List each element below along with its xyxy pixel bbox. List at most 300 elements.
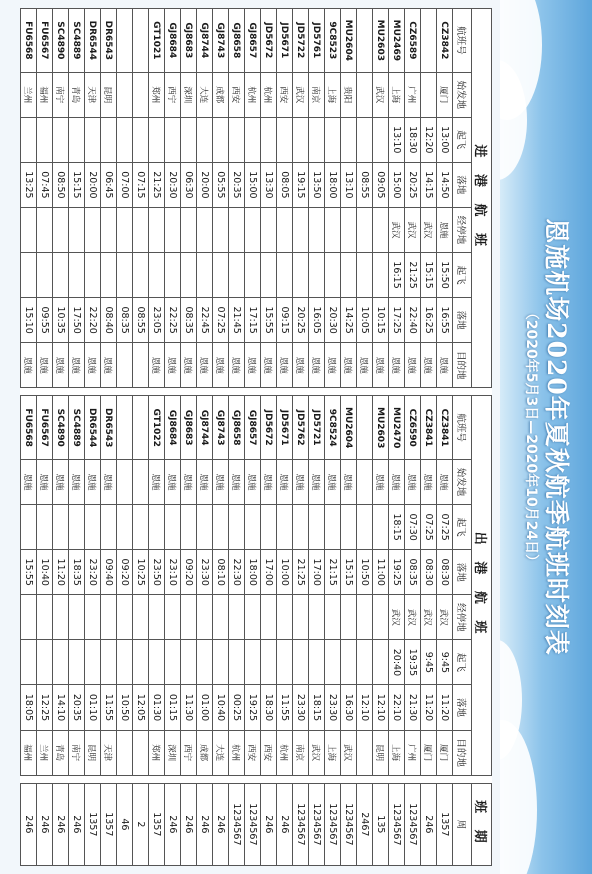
arrival-cell: 大连 bbox=[197, 72, 213, 117]
departure-cell: 01:15 bbox=[165, 685, 181, 730]
arrival-cell bbox=[53, 117, 69, 162]
table-row bbox=[293, 9, 309, 866]
departure-cell: 12:10 bbox=[357, 685, 373, 730]
arrival-cell: 杭州 bbox=[245, 72, 261, 117]
departure-cell bbox=[85, 505, 101, 550]
departure-cell bbox=[373, 505, 389, 550]
departure-cell bbox=[21, 505, 37, 550]
arrival-cell: 西宁 bbox=[165, 72, 181, 117]
arrival-cell: 22:45 bbox=[197, 298, 213, 343]
arrival-cell bbox=[309, 207, 325, 252]
departure-cell bbox=[261, 505, 277, 550]
arrival-cell bbox=[69, 253, 85, 298]
arrival-flight-number: JD5672 bbox=[261, 9, 277, 73]
arrival-cell: 13:50 bbox=[309, 162, 325, 207]
arrival-cell bbox=[181, 253, 197, 298]
days-of-week-cell: 246 bbox=[261, 783, 277, 865]
departure-cell: 22:10 bbox=[389, 685, 405, 730]
arrival-flight-number: JD5761 bbox=[309, 9, 325, 73]
departure-cell bbox=[85, 595, 101, 640]
departure-cell bbox=[309, 640, 325, 685]
arrival-cell: 恩施 bbox=[405, 343, 421, 388]
arrival-cell: 武汉 bbox=[421, 207, 437, 252]
departure-cell bbox=[229, 595, 245, 640]
arrival-cell: 10:05 bbox=[357, 298, 373, 343]
arrival-cell bbox=[85, 207, 101, 252]
arrival-flight-number: DR6544 bbox=[85, 9, 101, 73]
arrival-cell: 成都 bbox=[213, 72, 229, 117]
arrival-flight-number: DR6543 bbox=[101, 9, 117, 73]
departure-cell bbox=[357, 505, 373, 550]
departure-cell bbox=[21, 640, 37, 685]
departure-cell bbox=[101, 595, 117, 640]
departure-flight-number bbox=[133, 396, 149, 460]
departure-flight-number: JD5671 bbox=[277, 396, 293, 460]
arrival-flight-number: CZ3842 bbox=[437, 9, 453, 73]
arrival-cell bbox=[245, 207, 261, 252]
departure-cell bbox=[53, 595, 69, 640]
departure-flight-number: FU6567 bbox=[37, 396, 53, 460]
departure-flight-number: MU2470 bbox=[389, 396, 405, 460]
arrival-cell: 10:15 bbox=[373, 298, 389, 343]
departure-column-header: 航班号 bbox=[453, 396, 472, 460]
arrival-cell: 恩施 bbox=[213, 343, 229, 388]
arrival-cell bbox=[69, 117, 85, 162]
column-gap bbox=[357, 388, 373, 396]
arrival-cell: 恩施 bbox=[69, 343, 85, 388]
departure-flight-number bbox=[117, 396, 133, 460]
arrival-cell bbox=[117, 343, 133, 388]
departure-cell bbox=[149, 505, 165, 550]
arrival-cell bbox=[165, 207, 181, 252]
departure-cell bbox=[117, 730, 133, 775]
departure-column-header: 落地 bbox=[453, 550, 472, 595]
arrival-cell bbox=[85, 117, 101, 162]
arrival-cell: 12:20 bbox=[421, 117, 437, 162]
arrival-flight-number bbox=[357, 9, 373, 73]
arrival-cell bbox=[261, 253, 277, 298]
departure-cell: 07:25 bbox=[421, 505, 437, 550]
table-row bbox=[229, 9, 245, 866]
arrival-cell bbox=[37, 207, 53, 252]
column-gap bbox=[325, 775, 341, 783]
arrival-cell bbox=[213, 253, 229, 298]
arrival-cell: 20:30 bbox=[165, 162, 181, 207]
departure-cell: 11:00 bbox=[373, 550, 389, 595]
departure-cell bbox=[341, 505, 357, 550]
departure-cell: 上海 bbox=[325, 730, 341, 775]
departure-cell bbox=[69, 595, 85, 640]
arrival-cell: 09:15 bbox=[277, 298, 293, 343]
arrival-cell bbox=[277, 253, 293, 298]
column-gap bbox=[245, 388, 261, 396]
arrival-cell: 21:25 bbox=[405, 253, 421, 298]
departure-cell: 17:00 bbox=[261, 550, 277, 595]
column-gap bbox=[117, 388, 133, 396]
arrival-cell: 上海 bbox=[389, 72, 405, 117]
departure-cell: 恩施 bbox=[437, 460, 453, 505]
arrival-cell: 恩施 bbox=[245, 343, 261, 388]
column-gap bbox=[197, 388, 213, 396]
departure-cell bbox=[229, 640, 245, 685]
arrival-flight-number: GT1021 bbox=[149, 9, 165, 73]
departure-cell: 恩施 bbox=[261, 460, 277, 505]
departure-cell: 恩施 bbox=[37, 460, 53, 505]
departure-flight-number: MU2604 bbox=[341, 396, 357, 460]
departure-cell bbox=[165, 640, 181, 685]
departure-cell: 08:30 bbox=[421, 550, 437, 595]
arrival-cell: 深圳 bbox=[181, 72, 197, 117]
column-gap bbox=[405, 775, 421, 783]
departure-cell bbox=[117, 640, 133, 685]
table-row bbox=[197, 9, 213, 866]
column-gap bbox=[437, 775, 453, 783]
departure-section-title: 出 港 航 班 bbox=[472, 396, 492, 775]
days-of-week-cell: 1234567 bbox=[341, 783, 357, 865]
arrival-cell: 恩施 bbox=[85, 343, 101, 388]
arrival-cell: 18:00 bbox=[325, 162, 341, 207]
arrival-cell bbox=[133, 117, 149, 162]
arrival-cell: 武汉 bbox=[293, 72, 309, 117]
departure-cell: 广州 bbox=[405, 730, 421, 775]
departure-cell bbox=[133, 460, 149, 505]
column-gap bbox=[133, 388, 149, 396]
arrival-flight-number: 9C8523 bbox=[325, 9, 341, 73]
departure-cell: 兰州 bbox=[37, 730, 53, 775]
arrival-cell: 22:25 bbox=[165, 298, 181, 343]
departure-cell bbox=[117, 460, 133, 505]
column-gap bbox=[293, 388, 309, 396]
table-row bbox=[421, 9, 437, 866]
departure-cell: 西宁 bbox=[181, 730, 197, 775]
arrival-cell: 恩施 bbox=[53, 343, 69, 388]
column-gap bbox=[437, 388, 453, 396]
departure-cell: 18:00 bbox=[245, 550, 261, 595]
table-row bbox=[357, 9, 373, 866]
arrival-cell bbox=[149, 207, 165, 252]
column-gap bbox=[181, 388, 197, 396]
arrival-cell: 南宁 bbox=[53, 72, 69, 117]
arrival-flight-number: GJ8657 bbox=[245, 9, 261, 73]
flight-schedule-table bbox=[20, 8, 492, 866]
arrival-cell bbox=[261, 207, 277, 252]
arrival-cell: 武汉 bbox=[389, 207, 405, 252]
arrival-cell bbox=[229, 253, 245, 298]
arrival-cell: 恩施 bbox=[21, 343, 37, 388]
arrival-cell: 厦门 bbox=[437, 72, 453, 117]
column-gap bbox=[309, 388, 325, 396]
arrival-cell: 天津 bbox=[85, 72, 101, 117]
departure-cell: 恩施 bbox=[405, 460, 421, 505]
departure-cell: 09:40 bbox=[101, 550, 117, 595]
column-gap bbox=[101, 775, 117, 783]
arrival-cell bbox=[213, 117, 229, 162]
departure-cell bbox=[357, 460, 373, 505]
departure-cell bbox=[277, 640, 293, 685]
departure-cell bbox=[277, 595, 293, 640]
arrival-cell bbox=[165, 253, 181, 298]
table-row bbox=[405, 9, 421, 866]
column-gap bbox=[37, 775, 53, 783]
days-column-header: 周 bbox=[453, 783, 472, 865]
column-gap bbox=[357, 775, 373, 783]
arrival-section-title: 进 港 航 班 bbox=[472, 9, 492, 388]
departure-cell bbox=[341, 595, 357, 640]
arrival-cell bbox=[373, 207, 389, 252]
arrival-cell: 15:00 bbox=[389, 162, 405, 207]
arrival-flight-number: JD5671 bbox=[277, 9, 293, 73]
arrival-cell: 20:25 bbox=[405, 162, 421, 207]
departure-flight-number: CZ3841 bbox=[437, 396, 453, 460]
column-gap bbox=[229, 388, 245, 396]
arrival-cell: 15:50 bbox=[437, 253, 453, 298]
column-gap bbox=[341, 775, 357, 783]
column-gap bbox=[389, 388, 405, 396]
column-gap bbox=[69, 388, 85, 396]
departure-flight-number: GJ8684 bbox=[165, 396, 181, 460]
column-gap bbox=[21, 775, 37, 783]
departure-cell bbox=[37, 505, 53, 550]
arrival-cell bbox=[341, 117, 357, 162]
departure-cell bbox=[197, 640, 213, 685]
departure-cell: 杭州 bbox=[277, 730, 293, 775]
arrival-cell bbox=[117, 207, 133, 252]
departure-cell: 恩施 bbox=[213, 460, 229, 505]
departure-cell bbox=[373, 640, 389, 685]
departure-cell: 21:30 bbox=[405, 685, 421, 730]
arrival-cell bbox=[21, 207, 37, 252]
days-of-week-cell: 1357 bbox=[437, 783, 453, 865]
arrival-cell bbox=[149, 117, 165, 162]
departure-cell bbox=[69, 640, 85, 685]
departure-cell bbox=[293, 640, 309, 685]
arrival-cell bbox=[53, 207, 69, 252]
column-gap bbox=[325, 388, 341, 396]
arrival-cell: 18:30 bbox=[405, 117, 421, 162]
departure-cell: 南京 bbox=[293, 730, 309, 775]
arrival-column-header: 落地 bbox=[453, 298, 472, 343]
days-of-week-cell: 1234567 bbox=[245, 783, 261, 865]
arrival-cell: 武汉 bbox=[373, 72, 389, 117]
arrival-cell: 恩施 bbox=[101, 343, 117, 388]
departure-cell bbox=[165, 505, 181, 550]
arrival-cell: 13:00 bbox=[437, 117, 453, 162]
departure-cell: 恩施 bbox=[373, 460, 389, 505]
departure-flight-number: 9C8524 bbox=[325, 396, 341, 460]
departure-cell bbox=[133, 595, 149, 640]
departure-cell bbox=[53, 640, 69, 685]
departure-cell: 15:55 bbox=[21, 550, 37, 595]
departure-cell: 恩施 bbox=[341, 460, 357, 505]
arrival-flight-number: MU2469 bbox=[389, 9, 405, 73]
table-row bbox=[101, 9, 117, 866]
departure-flight-number: SC4890 bbox=[53, 396, 69, 460]
departure-cell: 20:40 bbox=[389, 640, 405, 685]
arrival-flight-number: FU6568 bbox=[21, 9, 37, 73]
departure-cell: 恩施 bbox=[309, 460, 325, 505]
column-gap bbox=[373, 775, 389, 783]
column-gap bbox=[277, 388, 293, 396]
column-gap bbox=[405, 388, 421, 396]
arrival-cell: 08:55 bbox=[133, 298, 149, 343]
arrival-cell: 21:45 bbox=[229, 298, 245, 343]
departure-cell bbox=[277, 505, 293, 550]
arrival-cell: 西安 bbox=[277, 72, 293, 117]
departure-cell bbox=[133, 505, 149, 550]
arrival-cell bbox=[357, 117, 373, 162]
departure-cell bbox=[37, 595, 53, 640]
arrival-cell: 贵阳 bbox=[341, 72, 357, 117]
days-of-week-cell: 1357 bbox=[149, 783, 165, 865]
arrival-cell: 杭州 bbox=[261, 72, 277, 117]
departure-flight-number: GJ8683 bbox=[181, 396, 197, 460]
departure-cell: 18:35 bbox=[69, 550, 85, 595]
departure-cell: 01:30 bbox=[149, 685, 165, 730]
departure-cell: 23:50 bbox=[149, 550, 165, 595]
departure-cell: 11:20 bbox=[437, 685, 453, 730]
arrival-cell: 14:50 bbox=[437, 162, 453, 207]
schedule-body bbox=[21, 9, 453, 866]
arrival-cell: 21:25 bbox=[149, 162, 165, 207]
column-gap bbox=[21, 388, 37, 396]
arrival-cell bbox=[165, 117, 181, 162]
arrival-cell bbox=[21, 253, 37, 298]
arrival-cell bbox=[117, 72, 133, 117]
departure-cell: 10:50 bbox=[117, 685, 133, 730]
arrival-cell: 17:25 bbox=[389, 298, 405, 343]
departure-cell bbox=[101, 640, 117, 685]
table-row bbox=[309, 9, 325, 866]
departure-cell bbox=[229, 505, 245, 550]
departure-cell: 恩施 bbox=[21, 460, 37, 505]
arrival-cell: 06:30 bbox=[181, 162, 197, 207]
column-gap bbox=[421, 388, 437, 396]
arrival-cell bbox=[325, 117, 341, 162]
departure-cell: 恩施 bbox=[421, 460, 437, 505]
departure-cell: 恩施 bbox=[325, 460, 341, 505]
days-of-week-cell: 2467 bbox=[357, 783, 373, 865]
days-of-week-cell: 1234567 bbox=[389, 783, 405, 865]
table-row bbox=[245, 9, 261, 866]
arrival-cell: 20:00 bbox=[197, 162, 213, 207]
departure-cell: 恩施 bbox=[165, 460, 181, 505]
column-gap bbox=[373, 388, 389, 396]
arrival-cell: 上海 bbox=[325, 72, 341, 117]
departure-cell: 恩施 bbox=[197, 460, 213, 505]
column-gap bbox=[389, 775, 405, 783]
departure-cell: 10:50 bbox=[357, 550, 373, 595]
departure-cell bbox=[133, 730, 149, 775]
arrival-flight-number: GJ8684 bbox=[165, 9, 181, 73]
departure-cell bbox=[37, 640, 53, 685]
arrival-cell bbox=[357, 253, 373, 298]
departure-cell: 恩施 bbox=[293, 460, 309, 505]
arrival-cell: 08:50 bbox=[53, 162, 69, 207]
table-row bbox=[149, 9, 165, 866]
departure-cell: 01:10 bbox=[85, 685, 101, 730]
column-header-row bbox=[453, 9, 472, 866]
arrival-cell: 恩施 bbox=[165, 343, 181, 388]
departure-column-header: 经停地 bbox=[453, 595, 472, 640]
arrival-cell: 广州 bbox=[405, 72, 421, 117]
arrival-cell: 恩施 bbox=[197, 343, 213, 388]
arrival-cell bbox=[261, 117, 277, 162]
column-gap bbox=[293, 775, 309, 783]
arrival-cell: 恩施 bbox=[261, 343, 277, 388]
arrival-cell bbox=[309, 253, 325, 298]
departure-cell: 恩施 bbox=[277, 460, 293, 505]
departure-cell: 武汉 bbox=[341, 730, 357, 775]
departure-cell: 西安 bbox=[245, 730, 261, 775]
departure-cell: 08:10 bbox=[213, 550, 229, 595]
arrival-cell: 恩施 bbox=[437, 343, 453, 388]
days-of-week-cell: 1234567 bbox=[309, 783, 325, 865]
departure-cell: 22:30 bbox=[229, 550, 245, 595]
departure-cell: 青岛 bbox=[53, 730, 69, 775]
departure-cell: 19:25 bbox=[245, 685, 261, 730]
departure-cell: 10:25 bbox=[133, 550, 149, 595]
departure-cell bbox=[357, 730, 373, 775]
arrival-column-header: 经停地 bbox=[453, 207, 472, 252]
arrival-cell: 10:35 bbox=[53, 298, 69, 343]
departure-cell: 恩施 bbox=[245, 460, 261, 505]
days-of-week-cell: 246 bbox=[53, 783, 69, 865]
arrival-cell: 西安 bbox=[229, 72, 245, 117]
table-row bbox=[389, 9, 405, 866]
arrival-cell bbox=[245, 117, 261, 162]
page-subtitle: （2020年5月3日—2020年10月24日） bbox=[523, 305, 539, 569]
arrival-cell bbox=[341, 207, 357, 252]
table-row bbox=[261, 9, 277, 866]
arrival-cell: 20:25 bbox=[293, 298, 309, 343]
departure-cell: 昆明 bbox=[373, 730, 389, 775]
departure-cell: 15:15 bbox=[341, 550, 357, 595]
arrival-cell bbox=[133, 207, 149, 252]
arrival-cell bbox=[293, 207, 309, 252]
arrival-cell: 恩施 bbox=[229, 343, 245, 388]
column-gap bbox=[53, 388, 69, 396]
arrival-cell bbox=[101, 117, 117, 162]
arrival-flight-number: GJ8744 bbox=[197, 9, 213, 73]
table-row bbox=[133, 9, 149, 866]
departure-cell: 19:35 bbox=[405, 640, 421, 685]
arrival-flight-number bbox=[117, 9, 133, 73]
arrival-cell bbox=[277, 117, 293, 162]
arrival-cell bbox=[69, 207, 85, 252]
departure-cell: 西安 bbox=[261, 730, 277, 775]
departure-flight-number: GT1022 bbox=[149, 396, 165, 460]
arrival-cell bbox=[133, 72, 149, 117]
arrival-cell: 15:00 bbox=[245, 162, 261, 207]
departure-cell: 恩施 bbox=[101, 460, 117, 505]
departure-cell: 10:40 bbox=[213, 685, 229, 730]
arrival-cell: 07:45 bbox=[37, 162, 53, 207]
arrival-flight-number: JD5722 bbox=[293, 9, 309, 73]
arrival-cell: 08:35 bbox=[181, 298, 197, 343]
departure-column-header: 始发地 bbox=[453, 460, 472, 505]
column-gap bbox=[165, 388, 181, 396]
arrival-cell: 16:25 bbox=[421, 298, 437, 343]
arrival-cell: 昆明 bbox=[101, 72, 117, 117]
departure-cell: 厦门 bbox=[437, 730, 453, 775]
column-gap bbox=[197, 775, 213, 783]
departure-cell: 厦门 bbox=[421, 730, 437, 775]
arrival-cell: 13:10 bbox=[341, 162, 357, 207]
schedule-table-wrapper bbox=[12, 8, 492, 866]
departure-cell bbox=[309, 595, 325, 640]
arrival-cell: 17:15 bbox=[245, 298, 261, 343]
arrival-cell: 恩施 bbox=[421, 343, 437, 388]
